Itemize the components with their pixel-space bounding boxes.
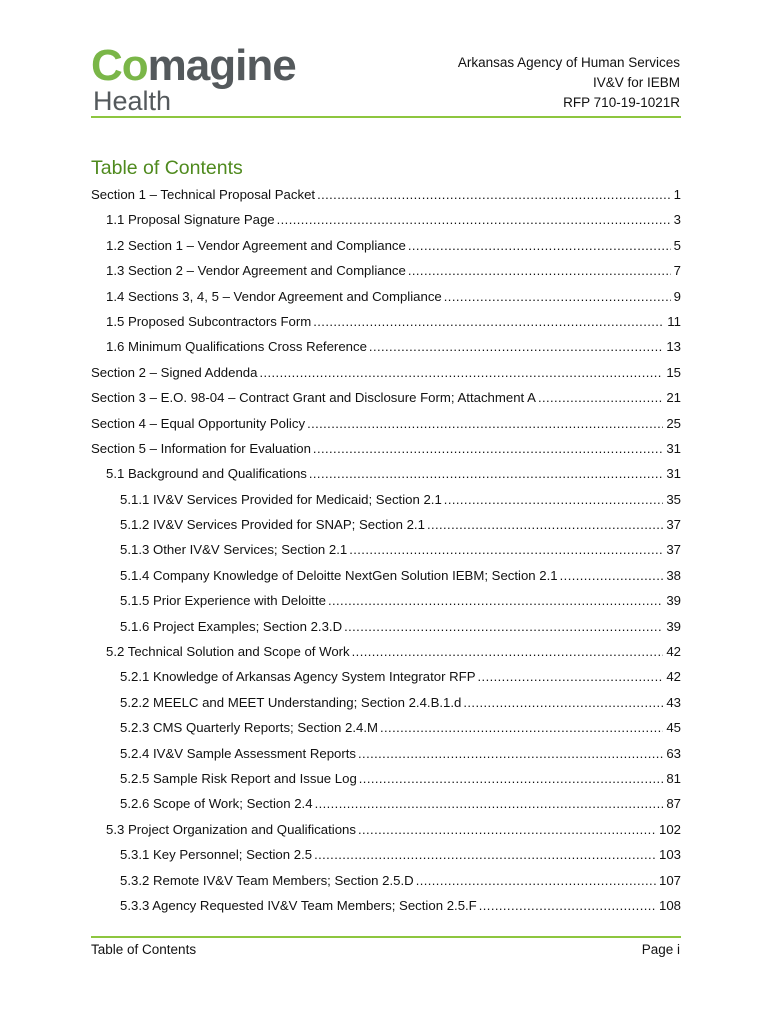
- toc-dot-leader: [352, 639, 664, 664]
- toc-entry-page[interactable]: 102: [658, 821, 681, 837]
- toc-entry-page[interactable]: 42: [666, 669, 681, 685]
- logo-magine: magine: [147, 41, 296, 90]
- toc-entry[interactable]: [91, 868, 681, 893]
- toc-entry[interactable]: [91, 461, 681, 486]
- document-header-info: [458, 53, 680, 113]
- toc-dot-leader: [479, 893, 656, 918]
- toc-entry-page[interactable]: 1: [673, 187, 681, 202]
- toc-entry[interactable]: [91, 182, 681, 207]
- toc-dot-leader: [277, 207, 671, 232]
- toc-dot-leader: [408, 233, 671, 258]
- toc-entry[interactable]: [91, 639, 681, 664]
- logo-health: Health: [93, 86, 172, 116]
- toc-entry-label[interactable]: Section 1 – Technical Proposal Packet: [91, 187, 316, 202]
- toc-entry-page[interactable]: 108: [658, 897, 681, 913]
- footer-page-number: Page i: [641, 942, 680, 957]
- toc-dot-leader: [560, 563, 664, 588]
- toc-entry-page[interactable]: 42: [666, 644, 681, 660]
- toc-entry-page[interactable]: 39: [666, 593, 681, 609]
- toc-dot-leader: [314, 842, 656, 867]
- header-agency: Arkansas Agency of Human Services: [457, 55, 680, 70]
- toc-entry-label[interactable]: 1.4 Sections 3, 4, 5 – Vendor Agreement and Compliance: [106, 288, 442, 304]
- toc-entry[interactable]: [91, 741, 681, 766]
- toc-entry[interactable]: [91, 385, 681, 410]
- header-project: IV&V for IEBM: [592, 75, 680, 90]
- toc-entry-page[interactable]: 7: [673, 263, 681, 279]
- toc-entry[interactable]: [91, 842, 681, 867]
- toc-entry-label[interactable]: Section 5 – Information for Evaluation: [91, 440, 311, 456]
- toc-entry-label[interactable]: Section 2 – Signed Addenda: [91, 364, 258, 380]
- toc-entry[interactable]: [91, 207, 681, 232]
- toc-entry-label[interactable]: 1.6 Minimum Qualifications Cross Reference: [106, 339, 367, 355]
- toc-dot-leader: [344, 614, 663, 639]
- toc-entry-page[interactable]: 87: [666, 796, 681, 812]
- toc-entry-page[interactable]: 43: [666, 694, 681, 710]
- toc-entry-label[interactable]: 5.2.5 Sample Risk Report and Issue Log: [120, 770, 357, 786]
- toc-dot-leader: [358, 741, 663, 766]
- toc-dot-leader: [315, 791, 664, 816]
- toc-entry-page[interactable]: 37: [666, 542, 681, 558]
- toc-entry[interactable]: [91, 487, 681, 512]
- toc-entry-page[interactable]: 21: [666, 390, 681, 406]
- toc-entry-label[interactable]: 5.2.6 Scope of Work; Section 2.4: [120, 796, 313, 812]
- toc-dot-leader: [444, 284, 671, 309]
- toc-entry[interactable]: [91, 436, 681, 461]
- toc-entry-page[interactable]: 107: [658, 872, 681, 888]
- comagine-health-logo: [91, 41, 296, 116]
- toc-entry-page[interactable]: 31: [666, 440, 681, 456]
- toc-entry-page[interactable]: 37: [666, 517, 681, 533]
- toc-dot-leader: [369, 334, 663, 359]
- toc-entry[interactable]: [91, 791, 681, 816]
- toc-dot-leader: [416, 868, 656, 893]
- toc-dot-leader: [427, 512, 663, 537]
- toc-dot-leader: [359, 766, 664, 791]
- toc-entry-label[interactable]: 5.2.2 MEELC and MEET Understanding; Section 2.4.B.1.d: [120, 694, 462, 710]
- toc-entry-page[interactable]: 13: [666, 339, 681, 355]
- toc-entry[interactable]: [91, 258, 681, 283]
- toc-entry-page[interactable]: 11: [667, 313, 681, 329]
- logo-co: Co: [91, 41, 148, 90]
- toc-dot-leader: [313, 309, 664, 334]
- toc-entry[interactable]: [91, 715, 681, 740]
- footer-divider: [91, 936, 681, 938]
- toc-entry-page[interactable]: 31: [666, 466, 681, 482]
- header-divider: [91, 116, 681, 118]
- toc-entry[interactable]: [91, 893, 681, 918]
- logo-wordmark: [91, 41, 296, 90]
- toc-entry-label[interactable]: 5.2.3 CMS Quarterly Reports; Section 2.4.M: [120, 720, 378, 736]
- toc-entry[interactable]: [91, 817, 681, 842]
- toc-entry-label[interactable]: 1.3 Section 2 – Vendor Agreement and Compliance: [106, 263, 406, 279]
- header-rfp: RFP 710-19-1021R: [563, 95, 680, 110]
- toc-dot-leader: [380, 715, 663, 740]
- toc-entry-page[interactable]: 15: [666, 364, 681, 380]
- toc-dot-leader: [358, 817, 656, 842]
- toc-entry-label[interactable]: 5.3 Project Organization and Qualifications: [106, 821, 356, 837]
- toc-entry-page[interactable]: 38: [666, 567, 681, 583]
- toc-entry-label[interactable]: 5.1.5 Prior Experience with Deloitte: [120, 593, 326, 609]
- toc-entry-label[interactable]: 5.3.2 Remote IV&V Team Members; Section 2.5.D: [120, 872, 414, 888]
- toc-entry[interactable]: [91, 411, 681, 436]
- toc-entry-label[interactable]: 1.5 Proposed Subcontractors Form: [106, 313, 312, 329]
- toc-entry[interactable]: [91, 512, 681, 537]
- toc-entry-label[interactable]: 5.2 Technical Solution and Scope of Work: [106, 644, 350, 660]
- table-of-contents: [91, 182, 681, 918]
- toc-dot-leader: [313, 436, 663, 461]
- toc-entry-label[interactable]: 1.1 Proposal Signature Page: [106, 212, 275, 228]
- toc-entry-label[interactable]: Section 4 – Equal Opportunity Policy: [91, 415, 306, 431]
- toc-entry-page[interactable]: 5: [673, 237, 681, 253]
- toc-entry-label[interactable]: 5.2.4 IV&V Sample Assessment Reports: [120, 745, 357, 761]
- toc-entry-label[interactable]: 5.1.4 Company Knowledge of Deloitte NextGen Solution IEBM; Section 2.1: [120, 567, 558, 583]
- toc-entry-label[interactable]: 5.1 Background and Qualifications: [106, 466, 307, 482]
- toc-entry-page[interactable]: 103: [658, 847, 681, 863]
- toc-entry-page[interactable]: 35: [666, 491, 681, 507]
- toc-entry-label[interactable]: 5.1.6 Project Examples; Section 2.3.D: [120, 618, 343, 634]
- toc-dot-leader: [349, 537, 663, 562]
- toc-entry-label[interactable]: 5.3.1 Key Personnel; Section 2.5: [120, 847, 313, 863]
- toc-entry[interactable]: [91, 664, 681, 689]
- toc-entry[interactable]: [91, 233, 681, 258]
- toc-entry-label[interactable]: 5.1.2 IV&V Services Provided for SNAP; Section 2.1: [120, 517, 425, 533]
- toc-entry[interactable]: [91, 588, 681, 613]
- toc-entry-page[interactable]: 81: [666, 770, 681, 786]
- footer-label: Table of Contents: [91, 942, 197, 957]
- toc-entry-label[interactable]: 5.3.3 Agency Requested IV&V Team Members; Section 2.5.F: [120, 897, 477, 913]
- toc-entry[interactable]: [91, 690, 681, 715]
- toc-entry[interactable]: [91, 284, 681, 309]
- toc-entry-label[interactable]: 5.2.1 Knowledge of Arkansas Agency System Integrator RFP: [120, 669, 476, 685]
- toc-dot-leader: [408, 258, 671, 283]
- toc-dot-leader: [328, 588, 663, 613]
- toc-entry[interactable]: [91, 309, 681, 334]
- toc-entry[interactable]: [91, 360, 681, 385]
- toc-entry-label[interactable]: 5.1.3 Other IV&V Services; Section 2.1: [120, 542, 348, 558]
- toc-entry-page[interactable]: 63: [666, 745, 681, 761]
- toc-entry-page[interactable]: 3: [673, 212, 681, 228]
- toc-entry-page[interactable]: 45: [666, 720, 681, 736]
- toc-entry[interactable]: [91, 537, 681, 562]
- toc-entry-label[interactable]: 1.2 Section 1 – Vendor Agreement and Compliance: [106, 237, 406, 253]
- toc-dot-leader: [309, 461, 663, 486]
- toc-entry[interactable]: [91, 563, 681, 588]
- toc-dot-leader: [307, 411, 663, 436]
- toc-entry-label[interactable]: 5.1.1 IV&V Services Provided for Medicaid; Section 2.1: [120, 491, 442, 507]
- toc-entry-page[interactable]: 9: [673, 288, 681, 304]
- toc-title: Table of Contents: [91, 157, 243, 179]
- toc-entry-page[interactable]: 39: [666, 618, 681, 634]
- toc-entry[interactable]: [91, 766, 681, 791]
- toc-dot-leader: [478, 664, 664, 689]
- toc-dot-leader: [259, 360, 663, 385]
- toc-dot-leader: [317, 182, 671, 207]
- toc-entry-page[interactable]: 25: [666, 415, 681, 431]
- toc-entry[interactable]: [91, 614, 681, 639]
- toc-dot-leader: [444, 487, 664, 512]
- toc-dot-leader: [538, 385, 663, 410]
- toc-entry[interactable]: [91, 334, 681, 359]
- toc-entry-label[interactable]: Section 3 – E.O. 98-04 – Contract Grant and Disclosure Form; Attachment A: [91, 390, 536, 406]
- toc-dot-leader: [463, 690, 663, 715]
